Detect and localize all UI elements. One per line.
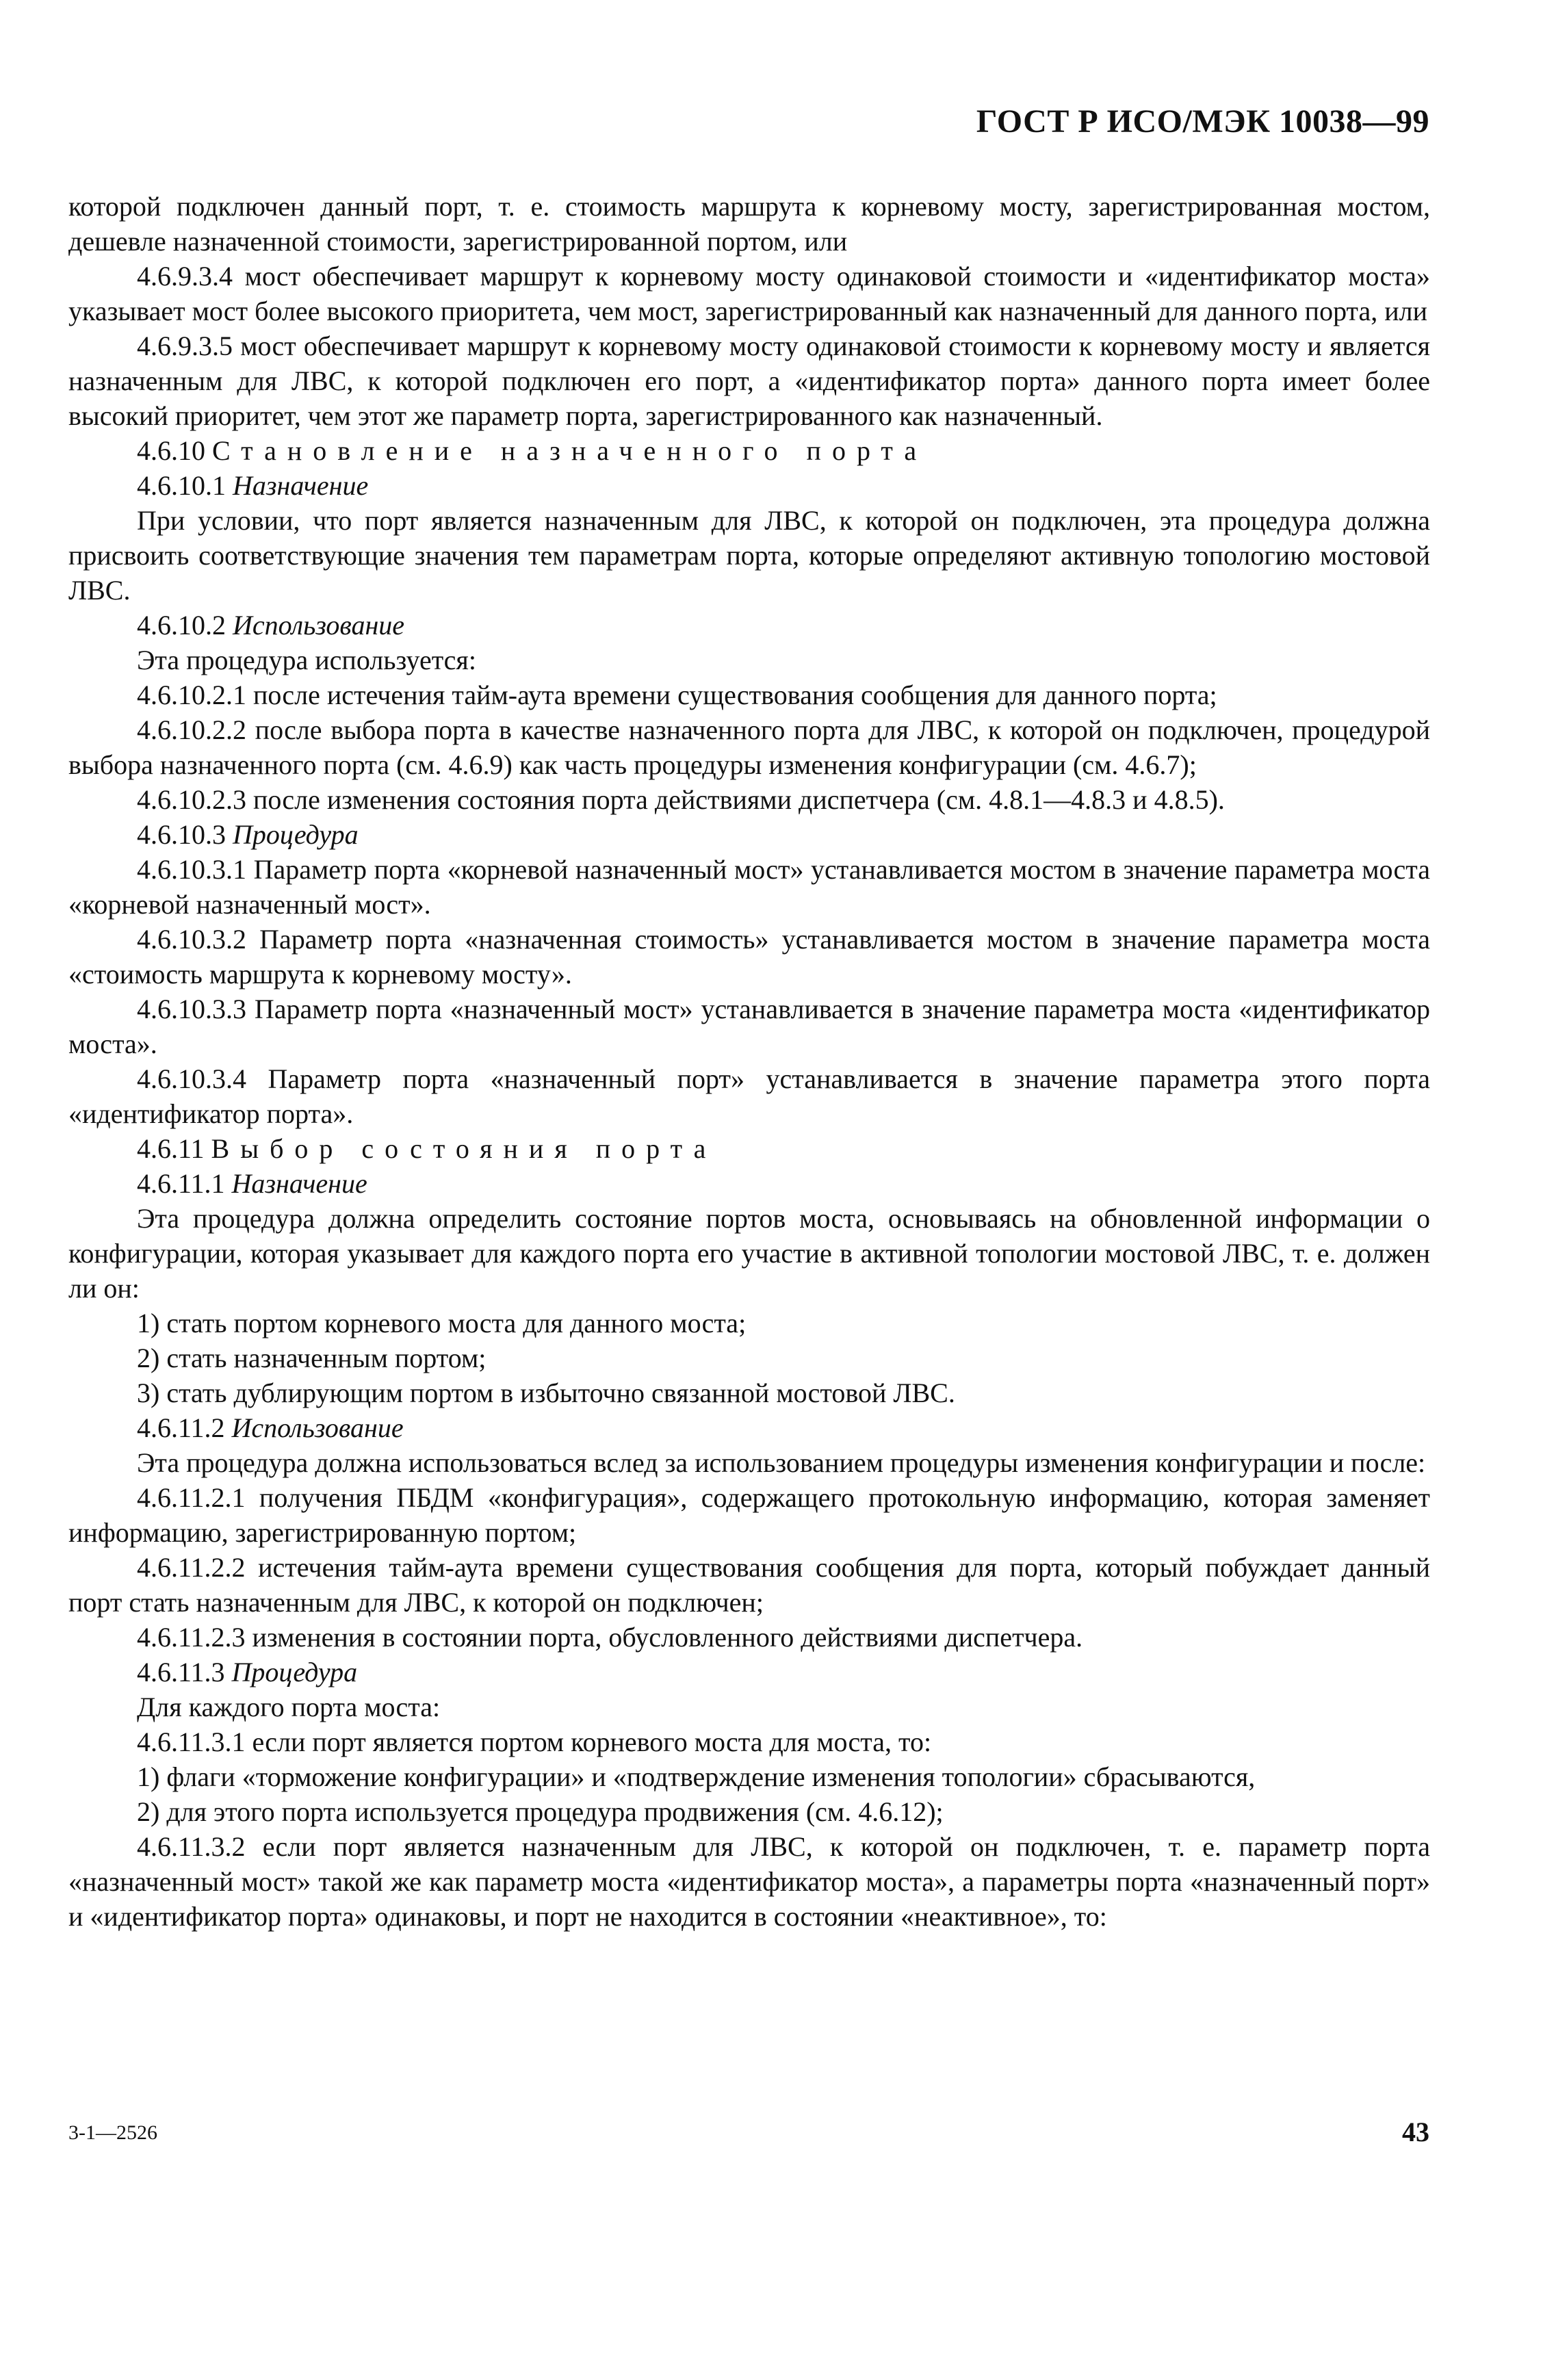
subsection-heading (68, 1655, 1430, 1690)
subsection-title: Процедура (231, 1657, 358, 1687)
paragraph: Эта процедура должна определить состояние портов моста, основываясь на обновленной информации о конфигурации, которая указывает для каждого порта его участие в активной топологии мостовой ЛВС, т. е. должен ли он: (68, 1203, 1430, 1304)
section-number: 4.6.11.1 (137, 1168, 225, 1199)
footer-code: 3-1—2526 (68, 2121, 157, 2144)
subsection-heading (68, 1166, 1430, 1201)
subsection-title: Процедура (233, 819, 359, 850)
subsection-title: Назначение (233, 470, 369, 501)
document-header: ГОСТ Р ИСО/МЭК 10038—99 (976, 103, 1429, 140)
section-number: 4.6.10 (137, 435, 205, 466)
document-body (68, 189, 1430, 1934)
subsection-heading (68, 468, 1430, 503)
paragraph: 4.6.9.3.5 мост обеспечивает маршрут к корневому мосту одинаковой стоимости к корневому мосту и является назначенным для ЛВС, к которой подключен его порт, а «идентификатор порта» данного порта имеет более высокий приоритет, чем этот же параметр порта, зарегистрированного как назначенный. (68, 331, 1430, 431)
paragraph: 2) стать назначенным портом; (137, 1343, 487, 1373)
paragraph: 3) стать дублирующим портом в избыточно связанной мостовой ЛВС. (137, 1377, 955, 1408)
paragraph: 4.6.10.3.4 Параметр порта «назначенный порт» устанавливается в значение параметра этого порта «идентификатор порта». (68, 1063, 1430, 1129)
paragraph: 1) стать портом корневого моста для данного моста; (137, 1308, 747, 1338)
section-title: Выбор состояния порта (211, 1133, 717, 1164)
paragraph: 4.6.10.2.1 после истечения тайм-аута времени существования сообщения для данного порта; (137, 680, 1217, 710)
section-number: 4.6.11.2 (137, 1412, 225, 1443)
paragraph: 4.6.11.3.2 если порт является назначенным для ЛВС, к которой он подключен, т. е. параметр порта «назначенный мост» такой же как параметр моста «идентификатор моста», а параметры порта «назначенный порт» и «идентификатор порта» одинаковы, и порт не находится в состоянии «неактивное», то: (68, 1831, 1430, 1932)
paragraph: 4.6.11.2.3 изменения в состоянии порта, обусловленного действиями диспетчера. (137, 1622, 1083, 1653)
page-number: 43 (1402, 2117, 1429, 2147)
paragraph: Эта процедура используется: (137, 645, 476, 675)
paragraph: 4.6.10.3.2 Параметр порта «назначенная стоимость» устанавливается мостом в значение параметра моста «стоимость маршрута к корневому мосту». (68, 924, 1430, 989)
paragraph: 4.6.11.3.1 если порт является портом корневого моста для моста, то: (137, 1726, 932, 1757)
section-number: 4.6.11.3 (137, 1657, 225, 1687)
subsection-title: Использование (233, 610, 405, 641)
subsection-heading (68, 1410, 1430, 1445)
paragraph: которой подключен данный порт, т. е. стоимость маршрута к корневому мосту, зарегистрированная мостом, дешевле назначенной стоимости, зарегистрированной портом, или (68, 191, 1430, 257)
paragraph: 4.6.10.3.1 Параметр порта «корневой назначенный мост» устанавливается мостом в значение параметра моста «корневой назначенный мост». (68, 854, 1430, 920)
section-number: 4.6.10.2 (137, 610, 226, 641)
paragraph: 4.6.9.3.4 мост обеспечивает маршрут к корневому мосту одинаковой стоимости и «идентификатор моста» указывает мост более высокого приоритета, чем мост, зарегистрированный как назначенный для данного порта, или (68, 261, 1430, 326)
paragraph: При условии, что порт является назначенным для ЛВС, к которой он подключен, эта процедура должна присвоить соответствующие значения тем параметрам порта, которые определяют активную топологию мостовой ЛВС. (68, 505, 1430, 606)
subsection-title: Использование (231, 1412, 404, 1443)
paragraph: 4.6.11.2.2 истечения тайм-аута времени существования сообщения для порта, который побуждает данный порт стать назначенным для ЛВС, к которой он подключен; (68, 1552, 1430, 1618)
section-title: Становление назначенного порта (212, 435, 928, 466)
paragraph: 4.6.10.2.3 после изменения состояния порта действиями диспетчера (см. 4.8.1—4.8.3 и 4.8.5). (137, 784, 1225, 815)
paragraph: 1) флаги «торможение конфигурации» и «подтверждение изменения топологии» сбрасываются, (137, 1761, 1256, 1792)
paragraph: 4.6.10.2.2 после выбора порта в качестве назначенного порта для ЛВС, к которой он подключен, процедурой выбора назначенного порта (см. 4.6.9) как часть процедуры изменения конфигурации (см. 4.6.7); (68, 714, 1430, 780)
section-number: 4.6.10.1 (137, 470, 226, 501)
paragraph: Для каждого порта моста: (137, 1692, 441, 1722)
paragraph: 4.6.10.3.3 Параметр порта «назначенный мост» устанавливается в значение параметра моста «идентификатор моста». (68, 994, 1430, 1059)
section-heading (68, 433, 1430, 468)
section-number: 4.6.10.3 (137, 819, 226, 850)
section-number: 4.6.11 (137, 1133, 205, 1164)
paragraph: Эта процедура должна использоваться вслед за использованием процедуры изменения конфигурации и после: (137, 1447, 1426, 1478)
subsection-heading (68, 817, 1430, 852)
section-heading (68, 1131, 1430, 1166)
subsection-heading (68, 608, 1430, 643)
subsection-title: Назначение (231, 1168, 367, 1199)
paragraph: 4.6.11.2.1 получения ПБДМ «конфигурация», содержащего протокольную информацию, которая заменяет информацию, зарегистрированную портом; (68, 1482, 1430, 1548)
paragraph: 2) для этого порта используется процедура продвижения (см. 4.6.12); (137, 1796, 944, 1827)
